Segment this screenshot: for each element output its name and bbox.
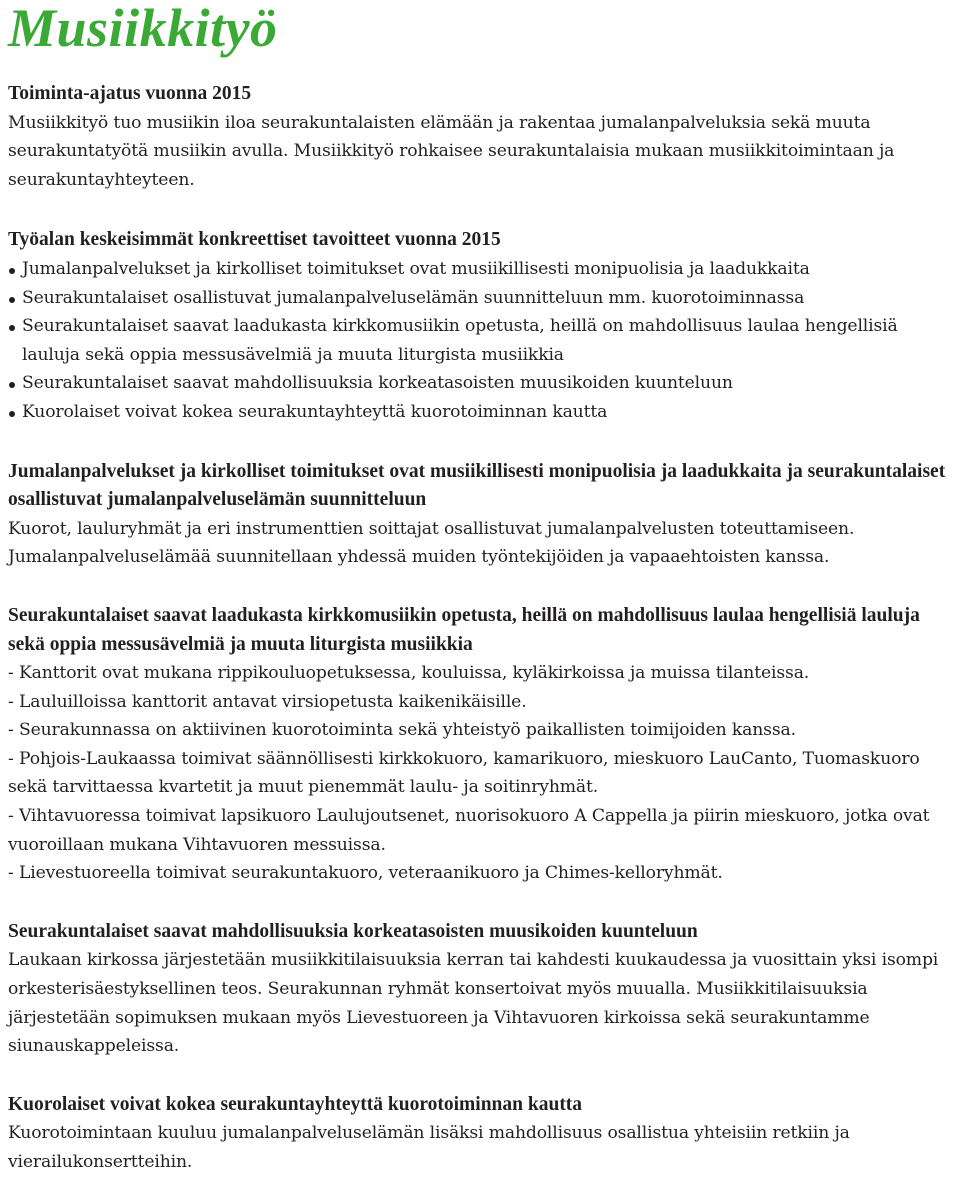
education-line: - Kanttorit ovat mukana rippikouluopetuksessa, kouluissa, kyläkirkoissa ja muissa tilanteissa. <box>8 663 810 684</box>
mission-text: Musiikkityö tuo musiikin iloa seurakuntalaisten elämään ja rakentaa jumalanpalveluksia sekä muuta seurakuntatyötä musiikin avulla. Musiikkityö rohkaisee seurakuntalaisia mukaan musiikkitoimintaan ja seurakuntayhteyteen. <box>8 112 895 190</box>
goal-item: Seurakuntalaiset saavat laadukasta kirkkomusiikin opetusta, heillä on mahdollisuus laulaa hengellisiä lauluja sekä oppia messusävelmiä ja muuta liturgista musiikkia <box>8 312 952 369</box>
education-line: - Seurakunnassa on aktiivinen kuorotoiminta sekä yhteistyö paikallisten toimijoiden kanssa. <box>8 720 796 741</box>
goals-heading: Työalan keskeisimmät konkreettiset tavoitteet vuonna 2015 <box>8 229 501 251</box>
concerts-text: Laukaan kirkossa järjestetään musiikkitilaisuuksia kerran tai kahdesti kuukaudessa ja vuosittain yksi isompi orkesterisäestyksellinen teos. Seurakunnan ryhmät konsertoivat myös muualla. Musiikkitilaisuuksia järjestetään sopimuksen mukaan myös Lievestuoreen ja Vihtavuoren kirkoissa sekä seurakuntamme siunauskappeleissa. <box>8 950 939 1057</box>
choir-text: Kuorotoimintaan kuuluu jumalanpalveluselämän lisäksi mahdollisuus osallistua yhteisiin retkiin ja vierailukonsertteihin. <box>8 1123 850 1172</box>
goals-list <box>8 255 952 427</box>
choir-section <box>8 1091 952 1177</box>
choir-heading: Kuorolaiset voivat kokea seurakuntayhteyttä kuorotoiminnan kautta <box>8 1093 583 1115</box>
mission-heading: Toiminta-ajatus vuonna 2015 <box>8 83 252 104</box>
education-line: - Lievestuoreella toimivat seurakuntakuoro, veteraanikuoro ja Chimes-kelloryhmät. <box>8 863 723 884</box>
worship-text: Kuorot, lauluryhmät ja eri instrumenttien soittajat osallistuvat jumalanpalvelusten toteuttamiseen. Jumalanpalveluselämää suunnitellaan yhdessä muiden työntekijöiden ja vapaaehtoisten kanssa. <box>8 518 855 568</box>
goal-item: Seurakuntalaiset saavat mahdollisuuksia korkeatasoisten muusikoiden kuunteluun <box>8 369 952 398</box>
page-title: Musiikkityö <box>8 0 278 58</box>
worship-heading: Jumalanpalvelukset ja kirkolliset toimitukset ovat musiikillisesti monipuolisia ja laadukkaita ja seurakuntalaiset osallistuvat jumalanpalveluselämän suunnitteluun <box>8 460 946 511</box>
goals-section <box>8 226 952 426</box>
education-heading: Seurakuntalaiset saavat laadukasta kirkkomusiikin opetusta, heillä on mahdollisuus laulaa hengellisiä lauluja sekä oppia messusävelmiä ja muuta liturgista musiikkia <box>8 604 920 655</box>
goal-item: Jumalanpalvelukset ja kirkolliset toimitukset ovat musiikillisesti monipuolisia ja laadukkaita <box>8 255 952 284</box>
education-line: - Pohjois-Laukaassa toimivat säännöllisesti kirkkokuoro, kamarikuoro, mieskuoro LauCanto, Tuomaskuoro sekä tarvittaessa kvartetit ja muut pienemmät laulu- ja soitinryhmät. <box>8 748 920 798</box>
concerts-heading: Seurakuntalaiset saavat mahdollisuuksia korkeatasoisten muusikoiden kuunteluun <box>8 920 698 942</box>
mission-section <box>8 80 952 194</box>
goal-item: Seurakuntalaiset osallistuvat jumalanpalveluselämän suunnitteluun mm. kuorotoiminnassa <box>8 284 952 313</box>
education-line: - Vihtavuoressa toimivat lapsikuoro Laulujoutsenet, nuorisokuoro A Cappella ja piirin mieskuoro, jotka ovat vuoroillaan mukana Vihtavuoren messuissa. <box>8 806 930 855</box>
education-line: - Lauluilloissa kanttorit antavat virsiopetusta kaikenikäisille. <box>8 691 527 712</box>
education-section <box>8 602 952 888</box>
concerts-section <box>8 918 952 1061</box>
worship-section <box>8 458 952 572</box>
goal-item: Kuorolaiset voivat kokea seurakuntayhteyttä kuorotoiminnan kautta <box>8 398 952 427</box>
